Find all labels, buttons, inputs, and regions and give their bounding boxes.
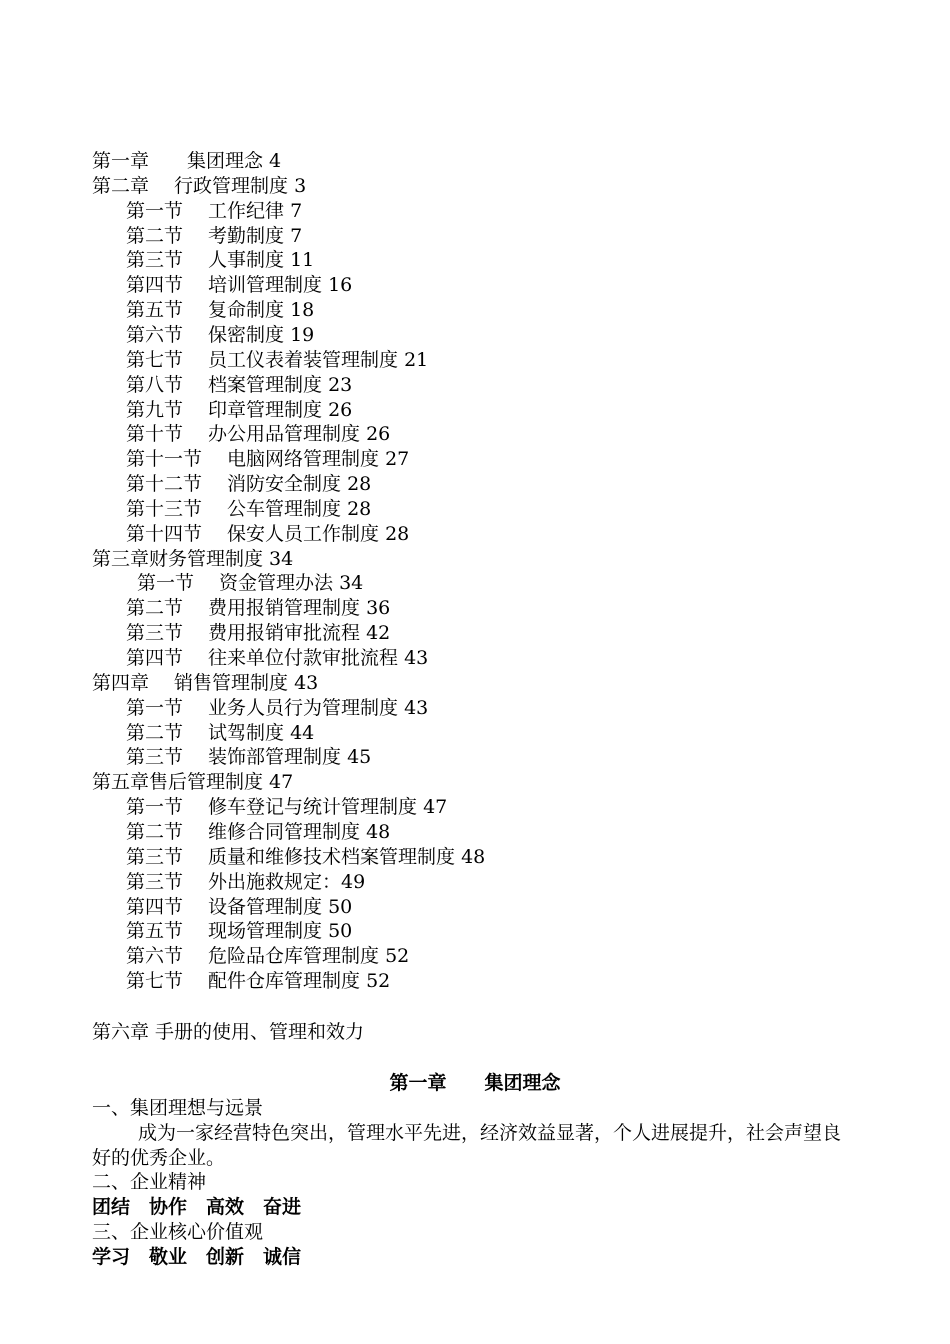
toc-entry-section: 第七节 配件仓库管理制度 52	[126, 970, 391, 993]
toc-entry-section: 第十二节 消防安全制度 28	[126, 473, 372, 496]
enterprise-spirit: 团结 协作 高效 奋进	[92, 1196, 302, 1218]
toc-entry-section: 第八节 档案管理制度 23	[126, 373, 353, 396]
chapter-1-heading: 第一章 集团理念	[389, 1072, 561, 1094]
toc-entry-section: 第九节 印章管理制度 26	[126, 398, 353, 421]
toc-entry-chapter: 第三章财务管理制度 34	[92, 547, 294, 570]
toc-entry-section: 第二节 费用报销管理制度 36	[126, 597, 391, 620]
toc-entry-section: 第三节 装饰部管理制度 45	[126, 746, 372, 769]
toc-entry-section: 第二节 维修合同管理制度 48	[126, 820, 391, 843]
toc-entry-section: 第四节 培训管理制度 16	[126, 274, 353, 297]
toc-entry-section: 第十四节 保安人员工作制度 28	[126, 522, 410, 545]
toc-entry-section: 第二节 考勤制度 7	[126, 224, 303, 247]
toc-entry-section: 第六节 危险品仓库管理制度 52	[126, 945, 410, 968]
section-1-body: 成为一家经营特色突出，管理水平先进，经济效益显著，个人进展提升，社会声望良好的优秀企业。	[92, 1122, 842, 1169]
section-3-title: 三、企业核心价值观	[92, 1221, 264, 1243]
toc-entry-section: 第十三节 公车管理制度 28	[126, 497, 372, 520]
toc-entry-chapter: 第二章 行政管理制度 3	[92, 174, 307, 197]
toc-entry-section: 第三节 外出施救规定：49	[126, 870, 366, 893]
toc-entry-section: 第一节 工作纪律 7	[126, 199, 303, 222]
core-values: 学习 敬业 创新 诚信	[92, 1246, 302, 1268]
toc-entry-section: 第二节 试驾制度 44	[126, 721, 315, 744]
toc-entry-section: 第四节 往来单位付款审批流程 43	[126, 647, 429, 669]
section-1-title: 一、集团理想与远景	[92, 1097, 264, 1119]
toc-entry-section: 第五节 复命制度 18	[126, 299, 315, 322]
toc-entry-chapter: 第一章 集团理念 4	[92, 150, 282, 172]
toc-entry-section: 第四节 设备管理制度 50	[126, 895, 353, 918]
toc-entry-section: 第五节 现场管理制度 50	[126, 920, 353, 943]
toc-entry-section: 第三节 人事制度 11	[126, 249, 315, 272]
toc-entry-section: 第七节 员工仪表着装管理制度 21	[126, 348, 429, 371]
toc-entry-section: 第三节 质量和维修技术档案管理制度 48	[126, 845, 486, 868]
toc-entry-chapter-6: 第六章 手册的使用、管理和效力	[92, 1021, 365, 1043]
toc-entry-chapter: 第五章售后管理制度 47	[92, 771, 294, 794]
toc-entry-section: 第一节 业务人员行为管理制度 43	[126, 696, 429, 719]
toc-entry-chapter: 第四章 销售管理制度 43	[92, 671, 319, 694]
toc-entry-section: 第十一节 电脑网络管理制度 27	[126, 448, 410, 471]
toc-entry-section: 第一节 修车登记与统计管理制度 47	[126, 796, 448, 819]
toc-entry-section: 第六节 保密制度 19	[126, 323, 315, 346]
toc-entry-section: 第一节 资金管理办法 34	[137, 572, 364, 595]
section-2-title: 二、企业精神	[92, 1171, 207, 1193]
toc-entry-section: 第三节 费用报销审批流程 42	[126, 622, 391, 645]
toc-entry-section: 第十节 办公用品管理制度 26	[126, 423, 391, 446]
